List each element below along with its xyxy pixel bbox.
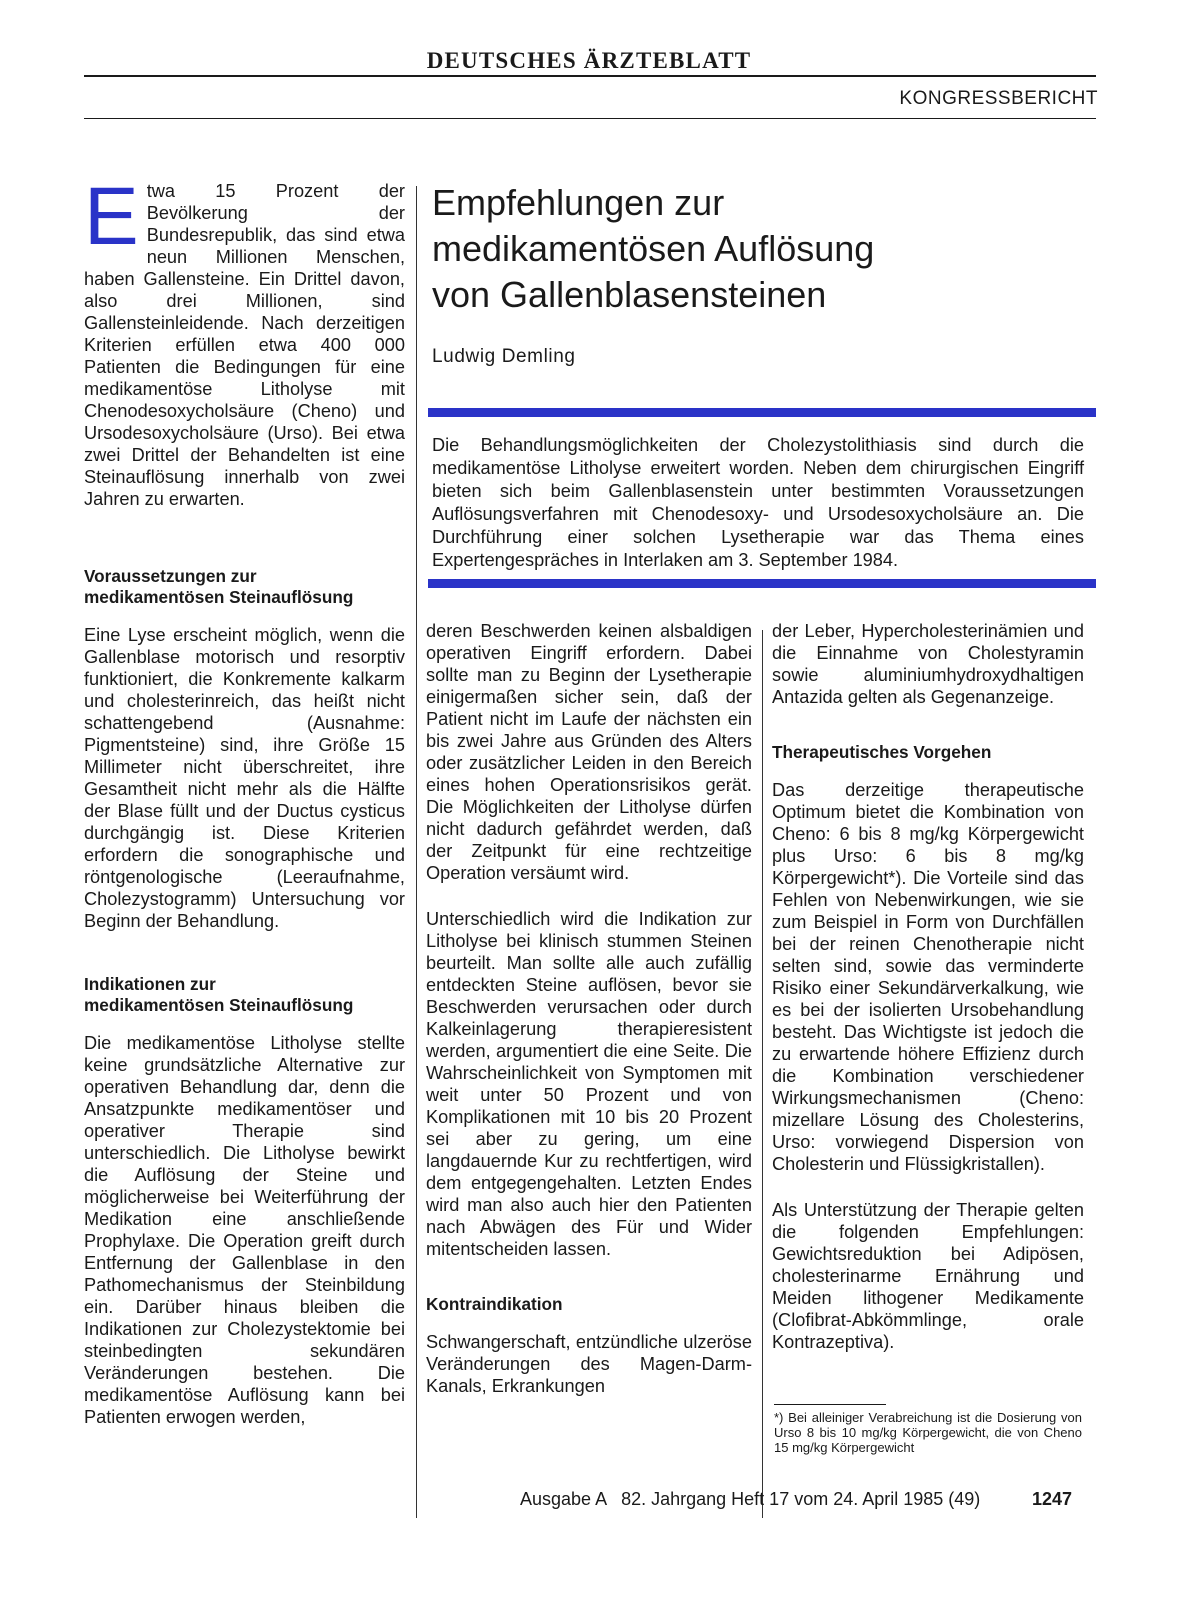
footnote: *) Bei alleiniger Verabreichung ist die Dosierung von Urso 8 bis 10 mg/kg Körpergewicht, die von Cheno 15 mg/kg Körpergewicht xyxy=(774,1410,1082,1455)
drop-cap: E xyxy=(84,171,139,262)
author: Ludwig Demling xyxy=(432,346,576,367)
heading-line: medikamentösen Steinauflösung xyxy=(84,995,354,1015)
paragraph: Das derzeitige therapeutische Optimum bietet die Kombination von Cheno: 6 bis 8 mg/kg Körpergewicht plus Urso: 6 bis 8 mg/kg Körpergewicht*). Die Vorteile sind das Fehlen von Nebenwirkungen, wie sie zum Beispiel in Form von Durchfällen bei der reinen Chenotherapie nicht selten sind, sowie das verminderte Risiko einer Sekundärverkalkung, wie es bei der isolierten Ursobehandlung besteht. Das Wichtigste ist jedoch die zu erwartende höhere Effizienz durch die Kombination verschiedener Wirkungsmechanismen (Cheno: mizellare Lösung des Cholesterins, Urso: vorwiegend Dispersion von Cholesterin und Flüssigkristallen). xyxy=(772,780,1084,1174)
title-line: Empfehlungen zur xyxy=(432,182,725,223)
heading-indikationen xyxy=(84,974,405,1016)
issue-info: Ausgabe A 82. Jahrgang Heft 17 vom 24. April 1985 (49) xyxy=(520,1489,981,1509)
heading-voraussetzungen xyxy=(84,566,405,608)
section-label: KONGRESSBERICHT xyxy=(899,88,1098,109)
paragraph: Die medikamentöse Litholyse stellte keine grundsätzliche Alternative zur operativen Behandlung dar, denn die Ansatzpunkte medikamentöser und operativer Therapie sind unterschiedlich. Die Litholyse bewirkt die Auflösung der Steine und möglicherweise bei Weiterführung der Medikation eine anschließende Prophylaxe. Die Operation greift durch Entfernung der Gallenblase in den Pathomechanismus der Steinbildung ein. Darüber hinaus bleiben die Indikationen zur Cholezystektomie bei steinbedingten sekundären Veränderungen bestehen. Die medikamentöse Auflösung kann bei Patienten erwogen werden, xyxy=(84,1033,405,1427)
paragraph: Als Unterstützung der Therapie gelten die folgenden Empfehlungen: Gewichtsreduktion bei Adipösen, cholesterinarme Ernährung und Meiden lithogener Medikamente (Clofibrat-Abkömmlinge, orale Kontrazeptiva). xyxy=(772,1200,1084,1352)
heading-kontraindikation: Kontraindikation xyxy=(426,1294,563,1314)
title-line: von Gallenblasensteinen xyxy=(432,274,827,315)
heading-line: medikamentösen Steinauflösung xyxy=(84,587,354,607)
paragraph: Unterschiedlich wird die Indikation zur Litholyse bei klinisch stummen Steinen beurteilt. Man sollte alle auch zufällig entdeckten Steine auflösen, bevor sie Beschwerden verursachen oder durch Kalkeinlagerung therapieresistent werden, argumentiert die eine Seite. Die Wahrscheinlichkeit von Symptomen mit weit unter 50 Prozent und von Komplikationen mit 10 bis 20 Prozent sei aber zu gering, um eine langdauernde Kur zu rechtfertigen, wird dem entgegengehalten. Letzten Endes wird man also auch hier den Patienten nach Abwägen des Für und Wider mitentscheiden lassen. xyxy=(426,909,752,1259)
column-3 xyxy=(772,620,1084,1377)
footnote-rule xyxy=(774,1404,886,1405)
article-title xyxy=(432,180,1072,318)
heading-line: Voraussetzungen zur xyxy=(84,566,257,586)
paragraph: der Leber, Hypercholesterinämien und die Einnahme von Cholestyramin sowie aluminiumhydroxydhaltigen Antazida gelten als Gegenanzeige. xyxy=(772,621,1084,707)
paragraph: Schwangerschaft, entzündliche ulzeröse Veränderungen des Magen-Darm-Kanals, Erkrankungen xyxy=(426,1332,752,1396)
title-line: medikamentösen Auflösung xyxy=(432,228,875,269)
heading-therapeutisches-vorgehen: Therapeutisches Vorgehen xyxy=(772,742,992,762)
intro-paragraph xyxy=(84,171,405,510)
header-rule xyxy=(84,118,1096,119)
masthead-rule xyxy=(84,75,1096,77)
abstract: Die Behandlungsmöglichkeiten der Cholezystolithiasis sind durch die medikamentöse Litholyse erweitert worden. Neben dem chirurgischen Eingriff bieten sich beim Gallenblasenstein unter bestimmten Voraussetzungen Auflösungsverfahren mit Chenodesoxy- und Ursodesoxycholsäure an. Die Durchführung einer solchen Lysetherapie war das Thema eines Expertengespräches in Interlaken am 3. September 1984. xyxy=(432,435,1084,570)
paragraph: Eine Lyse erscheint möglich, wenn die Gallenblase motorisch und resorptiv funktioniert, die Konkremente kalkarm und cholesterinreich, das heißt nicht schattengebend (Ausnahme: Pigmentsteine) sind, ihre Größe 15 Millimeter nicht überschreitet, ihre Gesamtheit nicht mehr als die Hälfte der Blase füllt und der Ductus cysticus durchgängig ist. Diese Kriterien erfordern die sonographische und röntgenologische (Leeraufnahme, Cholezystogramm) Untersuchung vor Beginn der Behandlung. xyxy=(84,625,405,931)
accent-bar xyxy=(428,408,1096,417)
paragraph: deren Beschwerden keinen alsbaldigen operativen Eingriff erfordern. Dabei sollte man zu Beginn der Lysetherapie einigermaßen sicher sein, daß der Patient nicht im Laufe der nächsten ein bis zwei Jahre aus Gründen des Alters oder zusätzlicher Leiden in den Bereich eines hohen Operationsrisikos gerät. Die Möglichkeiten der Litholyse dürfen nicht dadurch gefährdet werden, daß der Zeitpunkt für eine rechtzeitige Operation versäumt wird. xyxy=(426,621,752,883)
page-number: 1247 xyxy=(1032,1489,1073,1509)
column-divider xyxy=(416,186,417,1518)
masthead: DEUTSCHES ÄRZTEBLATT xyxy=(426,48,752,73)
accent-bar xyxy=(428,579,1096,588)
heading-line: Indikationen zur xyxy=(84,974,216,994)
column-2 xyxy=(426,620,752,1421)
column-1 xyxy=(84,171,405,1452)
column-divider xyxy=(762,630,763,1518)
intro-text: twa 15 Prozent der Bevölkerung der Bundesrepublik, das sind etwa neun Millionen Menschen, haben Gallensteine. Ein Drittel davon, also drei Millionen, sind Gallensteinleidende. Nach derzeitigen Kriterien erfüllen etwa 400 000 Patienten die Bedingungen für eine medikamentöse Litholyse mit Chenodesoxycholsäure (Cheno) und Ursodesoxycholsäure (Urso). Bei etwa zwei Drittel der Behandelten ist eine Steinauflösung innerhalb von zwei Jahren zu erwarten. xyxy=(84,181,405,509)
